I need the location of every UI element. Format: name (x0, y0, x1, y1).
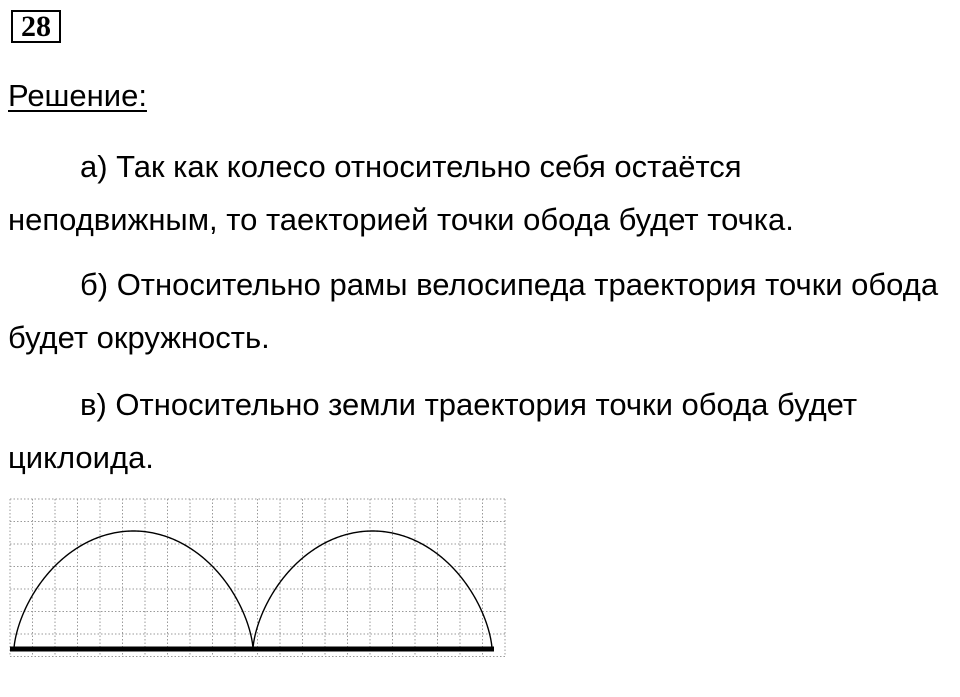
solution-heading: Решение: (8, 78, 147, 113)
answer-c: в) Относительно земли траектория точки обода будет циклоида. (8, 387, 858, 475)
answer-b: б) Относительно рамы велосипеда траектория точки обода будет окружность. (8, 267, 939, 355)
cycloid-figure (0, 495, 520, 695)
cycloid-curve (14, 531, 492, 649)
answer-a: а) Так как колесо относительно себя остаётся неподвижным, то таекторией точки обода будет точка. (8, 149, 794, 237)
grid (10, 499, 505, 657)
problem-number: 28 (11, 10, 61, 43)
